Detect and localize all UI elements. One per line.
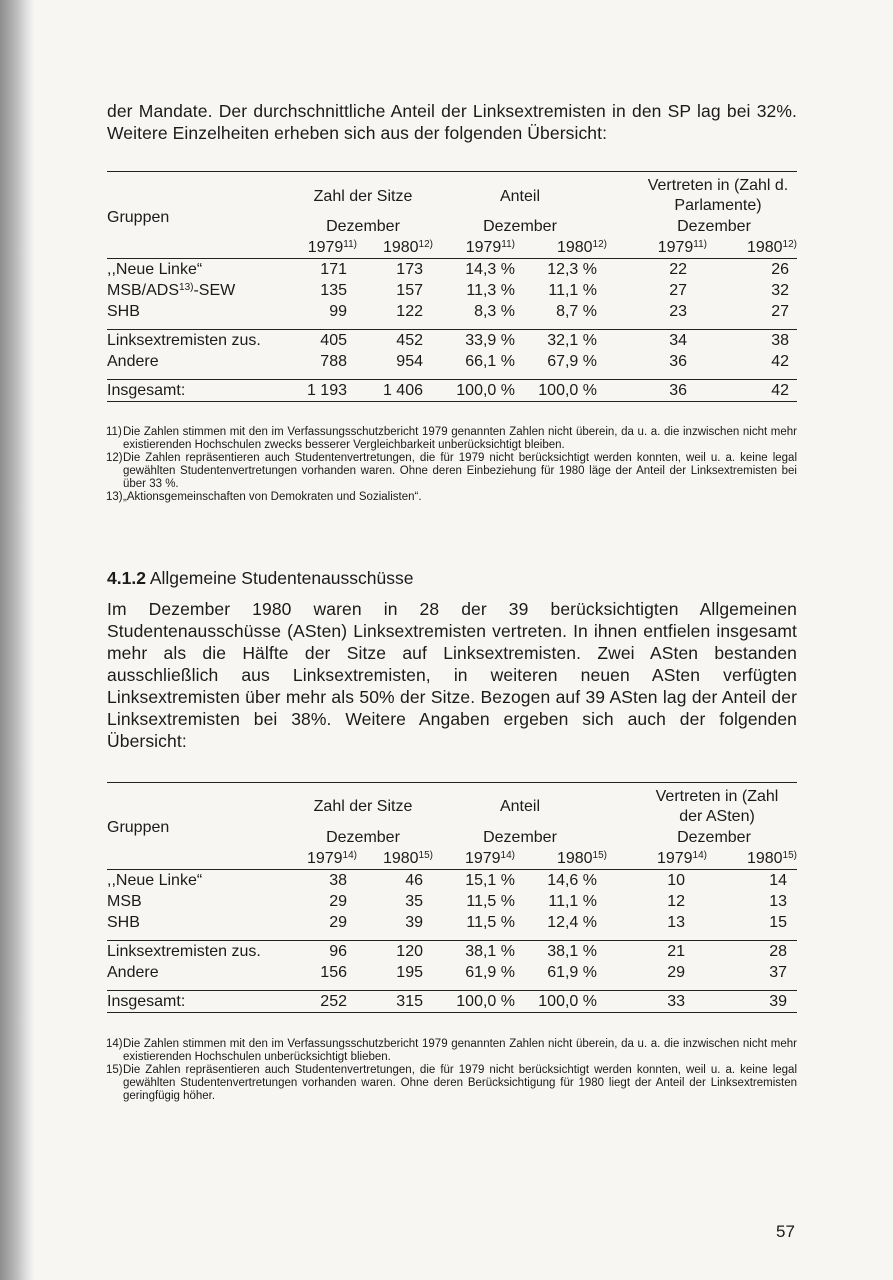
cell-seats-1979: 405 xyxy=(293,330,357,352)
header-year-1980: 1980$^{12)}$ xyxy=(556,239,607,256)
table-row xyxy=(107,962,797,983)
cell-seats-1979: 1 193 xyxy=(293,380,357,402)
cell-rep-1980: 39 xyxy=(707,990,797,1012)
header-year-1980: 1980$^{12)}$ xyxy=(382,239,433,256)
cell-share-1980: 67,9 % xyxy=(547,353,597,370)
table-student-parliaments xyxy=(107,171,797,404)
header-groups: Gruppen xyxy=(107,782,293,869)
footnote: 15) Die Zahlen repräsentieren auch Studentenvertretungen, die für 1979 nicht berücksichtigt werden konnten, weil u. a. keine legal gewählten Studentenvertretungen vorhanden waren. Ohne deren Berücksichtigung für 1980 liegt der Anteil der Linksextremisten geringfügig höher. xyxy=(106,1064,797,1102)
cell-share-1979: 11,5 % xyxy=(466,892,515,910)
table-row-total xyxy=(107,990,797,1012)
cell-seats-1979: 788 xyxy=(320,353,347,370)
cell-share-1980: 12,3 % xyxy=(515,259,607,281)
cell-seats-1979: 96 xyxy=(293,940,357,962)
cell-share-1979: 8,3 % xyxy=(474,303,515,320)
table-row xyxy=(107,912,797,933)
page-number: 57 xyxy=(776,1222,795,1241)
cell-share-1979: 66,1 % xyxy=(465,353,515,370)
header-share: Anteil xyxy=(433,172,607,217)
cell-share-1979: 61,9 % xyxy=(465,963,515,981)
cell-seats-1980: 46 xyxy=(357,869,433,891)
cell-share-1980: 32,1 % xyxy=(515,330,607,352)
header-december-seats: Dezember xyxy=(326,218,400,235)
book-spine-shadow xyxy=(0,0,34,1280)
cell-seats-1980: 195 xyxy=(396,963,423,981)
header-december-share: Dezember xyxy=(483,218,557,235)
row-group: MSB/ADS$^{13)}$-SEW xyxy=(107,282,236,299)
cell-rep-1980: 28 xyxy=(707,940,797,962)
cell-rep-1979: 12 xyxy=(667,892,685,910)
cell-share-1980: 11,1 % xyxy=(548,892,597,910)
row-group: Insgesamt: xyxy=(107,380,293,402)
cell-seats-1979: 38 xyxy=(293,869,357,891)
cell-share-1979: 38,1 % xyxy=(433,940,515,962)
cell-rep-1980: 14 xyxy=(707,869,797,891)
row-group: SHB xyxy=(107,913,140,931)
cell-rep-1980: 38 xyxy=(707,330,797,352)
cell-rep-1980: 26 xyxy=(707,259,797,281)
header-december-seats: Dezember xyxy=(326,828,400,846)
header-december-share: Dezember xyxy=(483,828,557,846)
cell-seats-1979: 29 xyxy=(329,892,347,910)
cell-seats-1980: 173 xyxy=(357,259,433,281)
header-year-1979: 1979$^{14)}$ xyxy=(656,849,707,867)
cell-seats-1979: 156 xyxy=(320,963,347,981)
cell-seats-1980: 954 xyxy=(396,353,423,370)
header-year-1979: 1979$^{14)}$ xyxy=(464,849,515,867)
header-seats: Zahl der Sitze xyxy=(293,172,433,217)
cell-share-1979: 15,1 % xyxy=(433,869,515,891)
header-year-1979: 1979$^{14)}$ xyxy=(306,849,357,867)
table-row xyxy=(107,940,797,962)
cell-rep-1979: 36 xyxy=(669,353,687,370)
cell-share-1979: 100,0 % xyxy=(433,380,515,402)
table-row-total xyxy=(107,380,797,402)
cell-seats-1980: 122 xyxy=(396,303,423,320)
cell-rep-1979: 22 xyxy=(607,259,707,281)
cell-rep-1980: 15 xyxy=(769,913,787,931)
cell-rep-1980: 42 xyxy=(771,353,789,370)
cell-rep-1979: 36 xyxy=(607,380,707,402)
cell-seats-1980: 1 406 xyxy=(357,380,433,402)
cell-seats-1979: 171 xyxy=(293,259,357,281)
cell-share-1980: 14,6 % xyxy=(515,869,607,891)
cell-seats-1980: 35 xyxy=(405,892,423,910)
header-year-1980: 1980$^{12)}$ xyxy=(746,239,797,256)
row-group: Andere xyxy=(107,353,159,370)
document-page xyxy=(107,100,797,1103)
header-december-represented: Dezember xyxy=(677,828,751,846)
table-row xyxy=(107,351,797,372)
cell-rep-1979: 21 xyxy=(607,940,707,962)
cell-seats-1979: 29 xyxy=(329,913,347,931)
cell-rep-1980: 42 xyxy=(707,380,797,402)
footnote: 12) Die Zahlen repräsentieren auch Studentenvertretungen, die für 1979 nicht berücksichtigt werden konnten, weil u. a. keine legal gewählten Studentenvertretungen vorhanden waren. Ohne deren Einbeziehung für 1980 läge der Anteil der Linksextremisten bei über 33 %. xyxy=(106,451,797,490)
table-row xyxy=(107,280,797,301)
cell-share-1980: 100,0 % xyxy=(515,380,607,402)
table-student-committees xyxy=(107,782,797,1015)
cell-rep-1980: 37 xyxy=(769,963,787,981)
header-represented: Vertreten in (Zahl der ASten) xyxy=(607,782,797,827)
header-year-1979: 1979$^{11)}$ xyxy=(657,239,707,256)
cell-rep-1979: 33 xyxy=(607,990,707,1012)
cell-rep-1979: 10 xyxy=(607,869,707,891)
footnotes-table1 xyxy=(107,426,797,504)
footnote: 14) Die Zahlen stimmen mit den im Verfassungsschutzbericht 1979 genannten Zahlen nicht überein, da u. a. die inzwischen nicht mehr existierenden Hochschulen unberücksichtigt blieben. xyxy=(106,1038,797,1063)
cell-share-1980: 100,0 % xyxy=(515,990,607,1012)
row-group: SHB xyxy=(107,303,140,320)
intro-paragraph: der Mandate. Der durchschnittliche Anteil der Linksextremisten in den SP lag bei 32%. Weitere Einzelheiten erheben sich aus der folgenden Übersicht: xyxy=(107,101,797,143)
cell-rep-1979: 29 xyxy=(667,963,685,981)
cell-seats-1980: 120 xyxy=(357,940,433,962)
table-row xyxy=(107,869,797,891)
row-group: MSB xyxy=(107,892,142,910)
cell-seats-1979: 99 xyxy=(329,303,347,320)
cell-share-1980: 8,7 % xyxy=(556,303,597,320)
header-year-1980: 1980$^{15)}$ xyxy=(556,849,607,867)
cell-rep-1980: 32 xyxy=(771,282,789,299)
cell-seats-1980: 39 xyxy=(405,913,423,931)
cell-share-1980: 38,1 % xyxy=(515,940,607,962)
footnote: 11) Die Zahlen stimmen mit den im Verfassungsschutzbericht 1979 genannten Zahlen nicht überein, da u. a. die inzwischen nicht mehr existierenden Hochschulen zwecks besserer Vergleichbarkeit unberücksichtigt bleiben. xyxy=(106,425,797,451)
cell-share-1979: 33,9 % xyxy=(433,330,515,352)
cell-rep-1980: 27 xyxy=(771,303,789,320)
table-row xyxy=(107,301,797,322)
cell-rep-1979: 34 xyxy=(607,330,707,352)
table-row xyxy=(107,259,797,281)
cell-share-1980: 11,1 % xyxy=(548,282,597,299)
header-year-1979: 1979$^{11)}$ xyxy=(465,239,515,256)
header-share: Anteil xyxy=(433,782,607,827)
cell-share-1979: 14,3 % xyxy=(433,259,515,281)
body-paragraph: Im Dezember 1980 waren in 28 der 39 berücksichtigten Allgemeinen Studentenausschüsse (ASten) Linksextremisten vertreten. In ihnen entfielen insgesamt mehr als die Hälfte der Sitze auf Linksextremisten. Zwei ASten bestanden ausschließlich aus Linksextremisten, in weiteren neuen ASten verfügten Linksextremisten über mehr als 50% der Sitze. Bezogen auf 39 ASten lag der Anteil der Linksextremisten bei 38%. Weitere Angaben ergeben sich auch der folgenden Übersicht: xyxy=(107,598,797,751)
row-group: ,,Neue Linke“ xyxy=(107,259,293,281)
header-year-1980: 1980$^{15)}$ xyxy=(382,849,433,867)
footnotes-table2 xyxy=(107,1038,797,1103)
cell-seats-1980: 157 xyxy=(396,282,423,299)
cell-share-1980: 61,9 % xyxy=(547,963,597,981)
table-row xyxy=(107,330,797,352)
cell-share-1979: 100,0 % xyxy=(433,990,515,1012)
cell-rep-1979: 23 xyxy=(669,303,687,320)
header-seats: Zahl der Sitze xyxy=(293,782,433,827)
cell-share-1980: 12,4 % xyxy=(547,913,597,931)
row-group: Linksextremisten zus. xyxy=(107,330,293,352)
cell-rep-1979: 27 xyxy=(669,282,687,299)
cell-rep-1979: 13 xyxy=(667,913,685,931)
header-year-1979: 1979$^{11)}$ xyxy=(307,239,357,256)
cell-rep-1980: 13 xyxy=(769,892,787,910)
header-december-represented: Dezember xyxy=(677,218,751,235)
cell-seats-1980: 452 xyxy=(357,330,433,352)
header-groups: Gruppen xyxy=(107,172,293,259)
header-year-1980: 1980$^{15)}$ xyxy=(746,849,797,867)
header-represented: Vertreten in (Zahl d. Parlamente) xyxy=(607,172,797,217)
row-group: ,,Neue Linke“ xyxy=(107,869,293,891)
section-heading: 4.1.2 Allgemeine Studentenausschüsse xyxy=(107,567,414,588)
row-group: Andere xyxy=(107,963,159,981)
footnote: 13) „Aktionsgemeinschaften von Demokraten und Sozialisten“. xyxy=(106,490,422,503)
table-row xyxy=(107,891,797,912)
row-group: Linksextremisten zus. xyxy=(107,940,293,962)
row-group: Insgesamt: xyxy=(107,990,293,1012)
cell-share-1979: 11,5 % xyxy=(466,913,515,931)
cell-seats-1980: 315 xyxy=(357,990,433,1012)
cell-seats-1979: 135 xyxy=(320,282,347,299)
cell-seats-1979: 252 xyxy=(293,990,357,1012)
cell-share-1979: 11,3 % xyxy=(466,282,515,299)
